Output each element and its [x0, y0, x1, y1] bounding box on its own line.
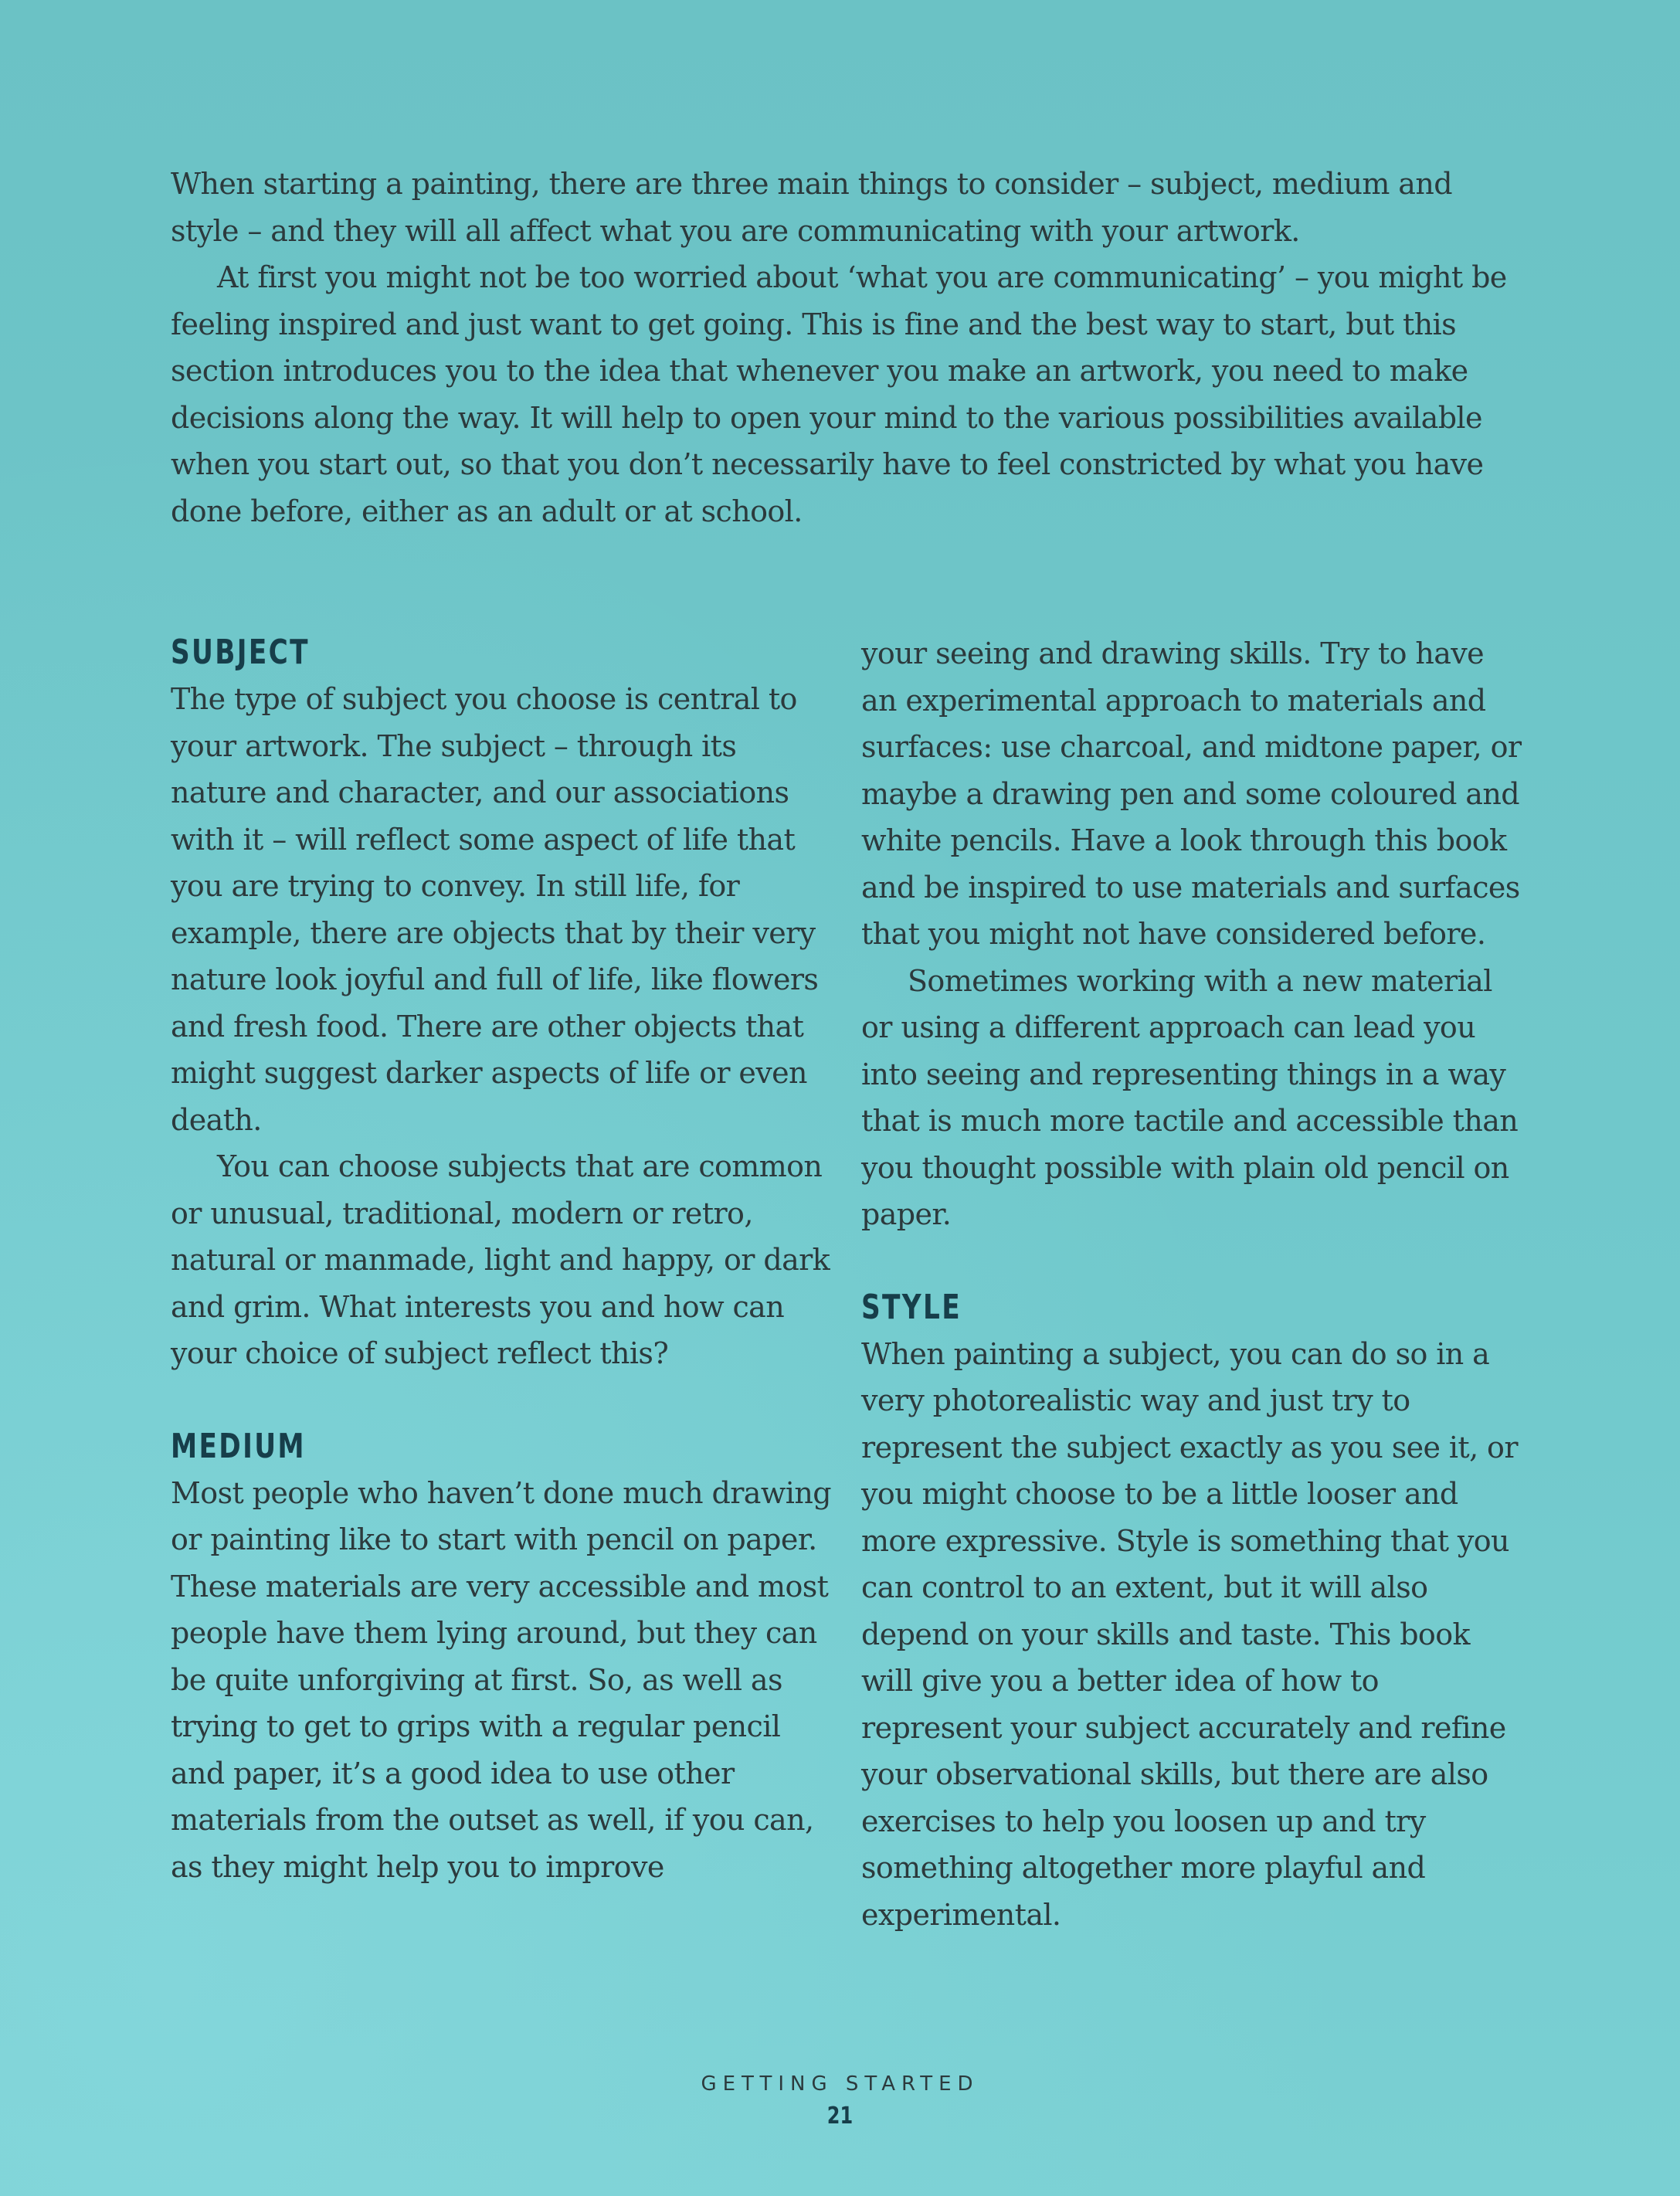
left-column	[171, 630, 835, 1890]
subject-paragraph-1: The type of subject you choose is central to your artwork. The subject – through its nature and character, and our associations with it – will reflect some aspect of life that you are trying to convey. In still life, for example, there are objects that by their very nature look joyful and full of life, like flowers and fresh food. There are other objects that might suggest darker aspects of life or even death.	[171, 682, 819, 1137]
intro-paragraph-1: When starting a painting, there are three main things to consider – subject, medium and style – and they will all affect what you are communicating with your artwork.	[171, 167, 1452, 248]
right-column	[861, 630, 1526, 1938]
subject-heading: SUBJECT	[171, 633, 310, 672]
style-heading: STYLE	[861, 1287, 962, 1327]
medium-paragraph-1-continued: your seeing and drawing skills. Try to have an experimental approach to materials and surfaces: use charcoal, and midtone paper, or maybe a drawing pen and some coloured and white pencils. Have a look through this book and be inspired to use materials and surfaces that you might not have considered before.	[861, 636, 1522, 951]
style-paragraph-1: When painting a subject, you can do so in a very photorealistic way and just try to represent the subject exactly as you see it, or you might choose to be a little looser and more expressive. Style is something that you can control to an extent, but it will also depend on your skills and taste. This book will give you a better idea of how to represent your subject accurately and refine your observational skills, but there are also exercises to help you loosen up and try something altogether more playful and experimental.	[861, 1336, 1518, 1932]
medium-paragraph-2: Sometimes working with a new material or using a different approach can lead you into seeing and representing things in a way that is much more tactile and accessible than you thought possible with plain old pencil on paper.	[861, 963, 1519, 1231]
subject-paragraph-2: You can choose subjects that are common or unusual, traditional, modern or retro, natural or manmade, light and happy, or dark and grim. What interests you and how can your choice of subject reflect this?	[171, 1149, 830, 1370]
section-spacer	[171, 1377, 835, 1424]
section-spacer	[861, 1238, 1526, 1285]
intro-paragraph-2: At first you might not be too worried about ‘what you are communicating’ – you might be feeling inspired and just want to get going. This is fine and the best way to start, but this section introduces you to the idea that whenever you make an artwork, you need to make decisions along the way. It will help to open your mind to the various possibilities available when you start out, so that you don’t necessarily have to feel constricted by what you have done before, either as an adult or at school.	[171, 260, 1507, 528]
page-number: 21	[826, 2103, 854, 2130]
medium-paragraph-1: Most people who haven’t done much drawing or painting like to start with pencil on paper. These materials are very accessible and most people have them lying around, but they can be quite unforgiving at first. So, as well as trying to get to grips with a regular pencil and paper, it’s a good idea to use other materials from the outset as well, if you can, as they might help you to improve	[171, 1475, 831, 1884]
running-footer: GETTING STARTED	[701, 2072, 979, 2096]
intro-text	[171, 161, 1515, 535]
medium-heading: MEDIUM	[171, 1426, 306, 1466]
